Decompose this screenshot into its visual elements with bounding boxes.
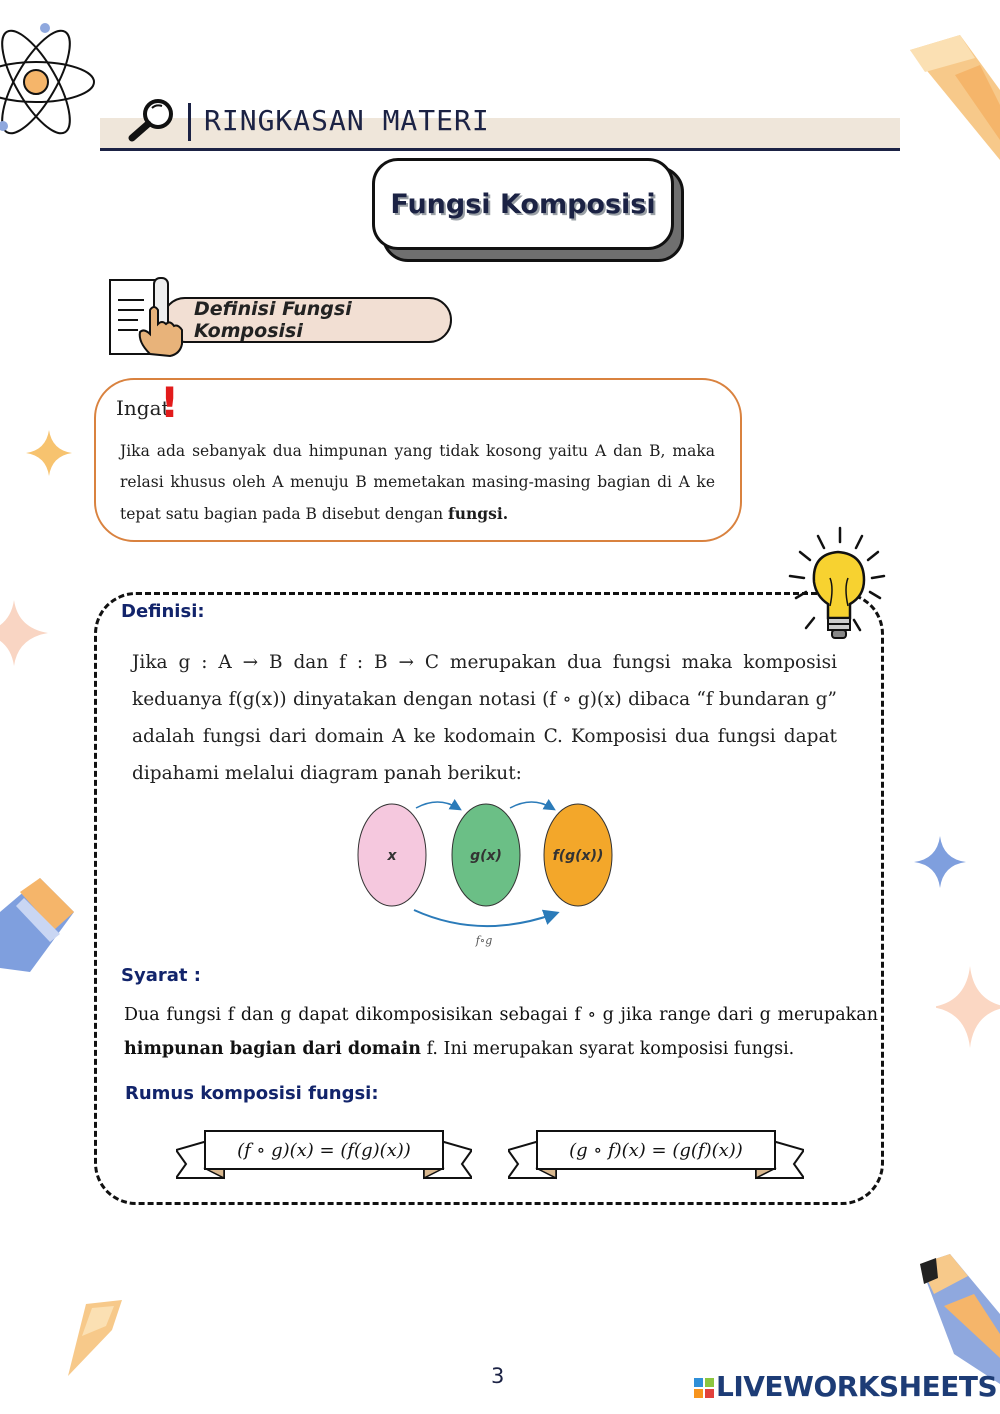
- syarat-bold: himpunan bagian dari domain: [124, 1039, 422, 1059]
- page-title: Fungsi Komposisi: [390, 188, 656, 220]
- header-separator: [188, 103, 191, 141]
- ingat-title: Ingat: [116, 396, 170, 420]
- arrow-diagram: [350, 790, 620, 956]
- syarat-label: Syarat :: [121, 965, 201, 986]
- eraser-icon: [0, 872, 76, 982]
- formula-box-2: [536, 1130, 776, 1170]
- set-fgx-label: f(g(x)): [552, 848, 604, 864]
- page-number: 3: [491, 1364, 505, 1388]
- light-bulb-icon: [774, 526, 894, 650]
- exclamation-icon: !: [160, 378, 180, 427]
- sparkle-icon: [936, 966, 1000, 1048]
- ingat-body: [120, 436, 715, 530]
- sparkle-icon: [0, 600, 48, 666]
- definition-body: Jika g : A → B dan f : B → C merupakan dua fungsi maka komposisi keduanya f(g(x)) dinyatakan dengan notasi (f ∘ g)(x) dibaca “f bundaran g” adalah fungsi dari domain A ke kodomain C. Komposisi dua fungsi dapat dipahami melalui diagram panah berikut:: [132, 652, 837, 784]
- pencil-icon: [914, 1254, 1000, 1384]
- formula-1: (f ∘ g)(x) = (f(g)(x)): [237, 1139, 411, 1161]
- set-gx-label: g(x): [470, 848, 502, 864]
- arrow-g: [416, 802, 458, 808]
- section-heading: Definisi Fungsi Komposisi: [194, 298, 352, 342]
- formula-2: (g ∘ f)(x) = (g(f)(x)): [569, 1139, 743, 1161]
- magnifier-icon: [126, 96, 178, 144]
- set-x-label: x: [387, 848, 397, 864]
- liveworksheets-brand[interactable]: LIVEWORKSHEETS: [716, 1370, 998, 1403]
- formula-box-1: [204, 1130, 444, 1170]
- header-underline: [100, 148, 900, 151]
- definition-label: Definisi:: [121, 601, 205, 622]
- arrow-fog: [414, 910, 554, 926]
- syarat-body: [124, 998, 878, 1066]
- syarat-text: Dua fungsi f dan g dapat dikomposisikan sebagai f ∘ g jika range dari g merupakan: [124, 1005, 878, 1025]
- atom-icon: [0, 20, 100, 140]
- section-heading-pill: [162, 297, 452, 343]
- title-box: [372, 158, 674, 250]
- pencil-icon: [62, 1300, 126, 1378]
- sparkle-icon: [26, 430, 72, 476]
- rumus-label: Rumus komposisi fungsi:: [125, 1083, 379, 1104]
- syarat-text-end: f. Ini merupakan syarat komposisi fungsi.: [421, 1039, 795, 1059]
- document-pointer-icon: [104, 276, 188, 358]
- sparkle-icon: [914, 836, 966, 888]
- arrow-f: [510, 802, 552, 808]
- ingat-body-bold: fungsi.: [448, 504, 509, 523]
- pencil-icon: [905, 30, 1000, 165]
- ingat-body-text: Jika ada sebanyak dua himpunan yang tidak kosong yaitu A dan B, maka relasi khusus oleh A menuju B memetakan masing-masing bagian di A ke tepat satu bagian pada B disebut dengan: [120, 442, 715, 523]
- section-header-title: RINGKASAN MATERI: [204, 104, 490, 137]
- liveworksheets-logo-icon: [694, 1378, 714, 1398]
- arrow-fog-label: f∘g: [475, 934, 493, 947]
